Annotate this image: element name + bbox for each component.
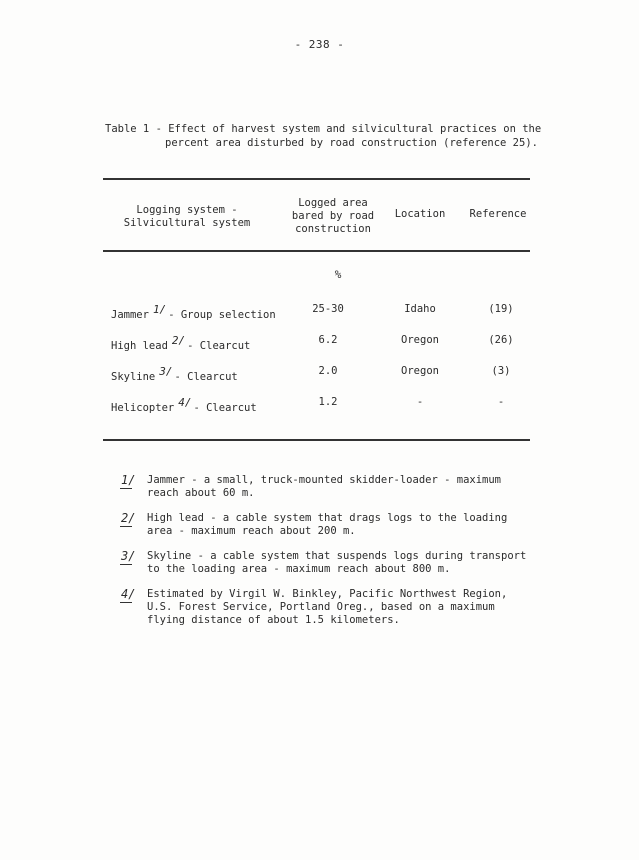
header-logging-line-1: Logging system - [136, 204, 238, 216]
footnote-line: Estimated by Virgil W. Binkley, Pacific Northwest Region, [147, 588, 508, 600]
row-percent: 6.2 [318, 334, 338, 346]
practice-name: - Group selection [168, 309, 276, 321]
header-logging-system [107, 204, 267, 230]
footnotes [121, 474, 541, 639]
row-reference: - [497, 396, 505, 408]
table-caption [105, 122, 545, 150]
table-bottom-rule [103, 439, 530, 441]
system-name: Jammer [111, 309, 149, 321]
header-logged-line-1: Logged area [298, 197, 368, 209]
page-number: - 238 - [294, 38, 345, 51]
footnote-ref: 4/ [178, 396, 192, 409]
header-reference: Reference [469, 208, 527, 220]
footnote-line: reach about 60 m. [147, 487, 255, 499]
footnote-ref: 1/ [152, 303, 167, 316]
footnote-item [121, 550, 541, 576]
footnote-line: High lead - a cable system that drags logs to the loading [147, 512, 508, 524]
footnote-ref: 2/ [171, 334, 186, 347]
footnote-item [121, 588, 541, 627]
table-row [0, 334, 639, 354]
row-system [111, 334, 250, 352]
row-reference: (3) [491, 365, 511, 377]
system-name: Skyline [111, 371, 156, 383]
footnote-item [121, 474, 541, 500]
caption-line-2: percent area disturbed by road construction (reference 25). [165, 137, 538, 149]
row-system [111, 303, 276, 321]
row-percent: 1.2 [318, 396, 338, 408]
footnote-mark: 4/ [121, 587, 136, 601]
table-row [0, 303, 639, 323]
row-location: Oregon [401, 334, 439, 346]
footnote-ref: 3/ [159, 365, 173, 378]
row-location: Idaho [404, 303, 436, 315]
header-logged-area [278, 197, 388, 236]
footnote-line: to the loading area - maximum reach about 800 m. [147, 563, 451, 575]
system-name: Helicopter [111, 402, 175, 414]
row-percent: 25-30 [312, 303, 344, 315]
header-logged-line-2: bared by road [291, 210, 375, 222]
footnote-mark: 3/ [121, 549, 136, 563]
practice-name: - Clearcut [187, 340, 251, 352]
percent-unit: % [334, 268, 342, 281]
row-system [111, 396, 257, 414]
caption-line-1: Table 1 - Effect of harvest system and silvicultural practices on the [105, 123, 542, 135]
row-location: Oregon [401, 365, 439, 377]
practice-name: - Clearcut [174, 371, 238, 383]
row-location: - [416, 396, 424, 408]
table-row [0, 396, 639, 416]
footnote-line: Skyline - a cable system that suspends logs during transport [147, 550, 527, 562]
footnote-line: Jammer - a small, truck-mounted skidder-loader - maximum [147, 474, 502, 486]
row-reference: (26) [488, 334, 514, 346]
header-logging-line-2: Silvicultural system [123, 217, 251, 229]
footnote-mark: 1/ [121, 473, 136, 487]
footnote-line: U.S. Forest Service, Portland Oreg., based on a maximum [147, 601, 495, 613]
table-top-rule [103, 178, 530, 180]
footnote-mark: 2/ [121, 511, 136, 525]
practice-name: - Clearcut [193, 402, 257, 414]
table-row [0, 365, 639, 385]
footnote-item [121, 512, 541, 538]
table-header-rule [103, 250, 530, 252]
header-location: Location [394, 208, 446, 220]
row-reference: (19) [488, 303, 514, 315]
footnote-line: area - maximum reach about 200 m. [147, 525, 356, 537]
row-percent: 2.0 [318, 365, 338, 377]
footnote-line: flying distance of about 1.5 kilometers. [147, 614, 400, 626]
system-name: High lead [111, 340, 168, 352]
header-logged-line-3: construction [295, 223, 371, 235]
row-system [111, 365, 238, 383]
